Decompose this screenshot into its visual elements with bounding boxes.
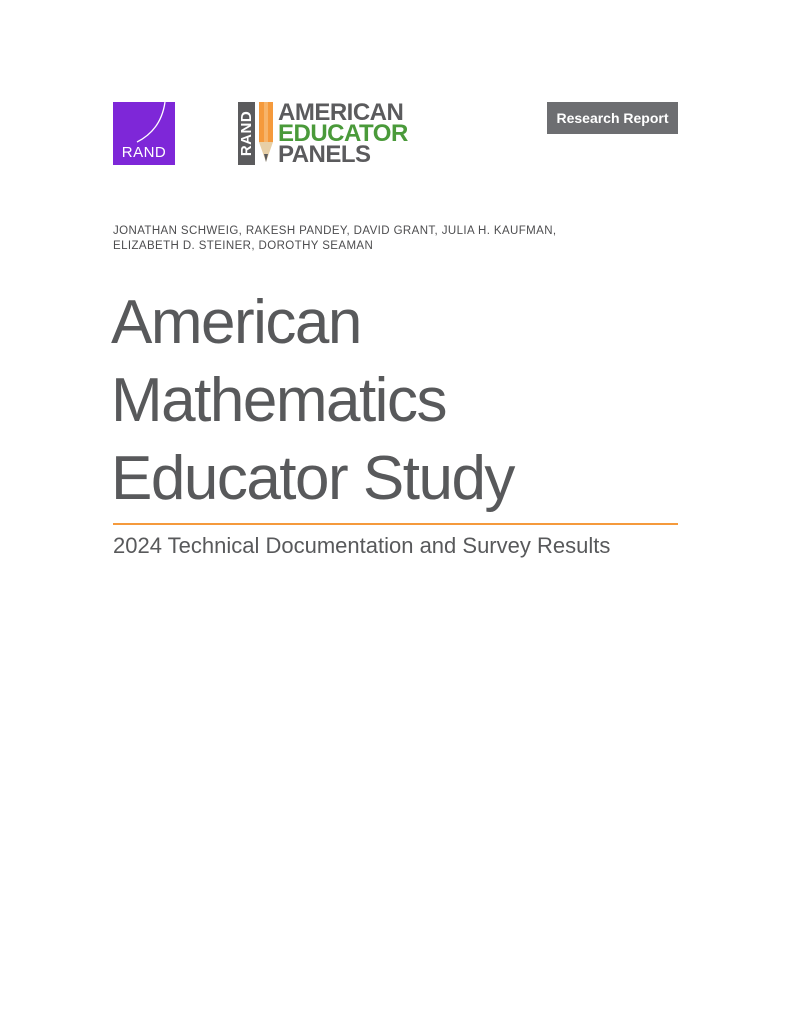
page-title xyxy=(111,284,711,518)
title-line-1: American xyxy=(111,288,361,357)
pencil-icon xyxy=(256,102,276,165)
title-line-2: Mathematics xyxy=(111,366,446,435)
research-report-badge: Research Report xyxy=(547,102,678,134)
title-line-3: Educator Study xyxy=(111,444,514,513)
authors-line-1: JONATHAN SCHWEIG, RAKESH PANDEY, DAVID GRANT, JULIA H. KAUFMAN, xyxy=(113,225,557,237)
aep-line-educator: EDUCATOR xyxy=(278,120,408,147)
american-educator-panels-logo xyxy=(238,99,418,168)
rand-logo xyxy=(113,102,175,165)
authors xyxy=(113,224,673,254)
aep-line-panels: PANELS xyxy=(278,141,371,168)
rand-logo-text: RAND xyxy=(121,144,167,161)
aep-line-american: AMERICAN xyxy=(278,99,404,126)
authors-line-2: ELIZABETH D. STEINER, DOROTHY SEAMAN xyxy=(113,240,374,252)
aep-vertical-rand-text: RAND xyxy=(238,110,255,157)
title-divider xyxy=(113,523,678,525)
subtitle: 2024 Technical Documentation and Survey Results xyxy=(113,533,611,558)
